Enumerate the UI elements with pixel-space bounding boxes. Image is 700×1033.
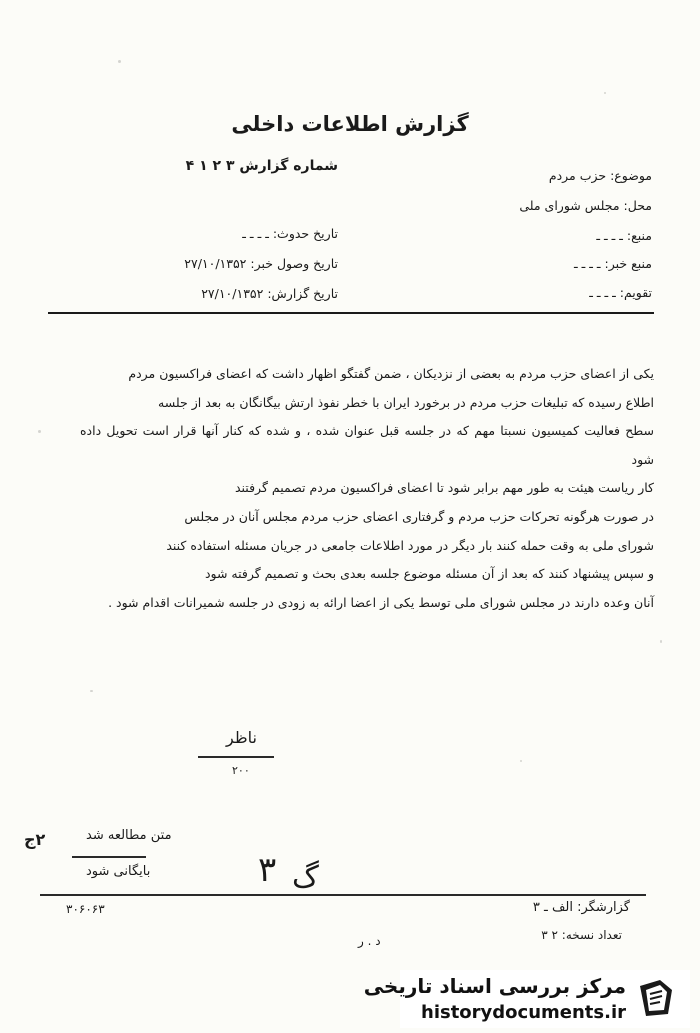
left-note-read: متن مطالعه شد (86, 828, 172, 843)
scan-speck (660, 640, 662, 643)
handwritten-number: ۳ (258, 850, 277, 890)
location-field: محل: مجلس شورای ملی (519, 198, 652, 213)
evaluation-field: تقویم: ـ ـ ـ ـ (589, 285, 652, 300)
scan-speck (520, 760, 522, 762)
bottom-mark: د . ر (358, 934, 381, 948)
reporter-field: گزارشگر: الف ـ ۳ (532, 900, 630, 915)
body-line: و سپس پیشنهاد کنند که بعد از آن مسئله موضوع جلسه بعدی بحث و تصمیم گرفته شود (204, 566, 654, 582)
report-body (80, 360, 654, 617)
source-number-field: منبع خبر: ـ ـ ـ ـ (573, 256, 652, 271)
margin-note: ۲ج (24, 830, 46, 849)
document-archive-icon (634, 976, 678, 1020)
body-line: در صورت هرگونه تحرکات حزب مردم و گرفتاری اعضای حزب مردم مجلس آنان در مجلس (184, 508, 654, 524)
left-note-archive: بایگانی شود (86, 864, 151, 879)
body-line: کار ریاست هیئت به طور مهم برابر شود تا اعضای فراکسیون مردم تصمیم گرفتند (234, 480, 654, 496)
subject-field: موضوع: حزب مردم (548, 168, 652, 183)
left-archive-number: ۳۰۶۰۶۳ (66, 902, 105, 916)
scan-speck (90, 690, 93, 692)
center-signature-number: ۲۰۰ (232, 764, 250, 777)
copies-field: تعداد نسخه: ۲ ۳ (541, 928, 622, 942)
signature-underline (198, 756, 274, 758)
scan-speck (604, 92, 606, 94)
body-line: آنان وعده دارند در مجلس شورای ملی توسط یکی از اعضا ارائه به زودی در جلسه شمیرانات اقدام شود . (108, 594, 654, 610)
source-field: منبع: ـ ـ ـ ـ (596, 228, 652, 243)
event-date-field: تاریخ حدوث: ـ ـ ـ ـ (242, 226, 338, 241)
footer-divider (40, 894, 646, 896)
watermark-title: مرکز بررسی اسناد تاریخی (363, 974, 626, 998)
center-signature: ناظر (226, 728, 257, 747)
report-reference: شماره گزارش ۳ ۲ ۱ ۴ (185, 158, 338, 174)
receive-date-field: تاریخ وصول خبر: ۲۷/۱۰/۱۳۵۲ (184, 256, 338, 271)
left-note-line (72, 856, 146, 858)
document-title: گزارش اطلاعات داخلی (231, 112, 469, 136)
handwritten-letter: گ (292, 860, 319, 895)
body-line: اطلاع رسیده که تبلیغات حزب مردم در برخورد ایران با خطر نفوذ ارتش بیگانگان به بعد از جلسه (158, 394, 654, 410)
body-line: شورای ملی به وقت حمله کنند بار دیگر در مورد اطلاعات جامعی در جریان مسئله استفاده کنند (166, 537, 654, 553)
report-date-field: تاریخ گزارش: ۲۷/۱۰/۱۳۵۲ (201, 286, 338, 301)
watermark-url: historydocuments.ir (421, 1002, 626, 1023)
body-line: سطح فعالیت کمیسیون نسبتا مهم که در جلسه قبل عنوان شده ، و شده که کنار آنها قرار است تحویل داده شود (80, 423, 654, 467)
scan-speck (118, 60, 121, 63)
header-divider (48, 312, 654, 314)
scan-speck (38, 430, 41, 433)
body-line: یکی از اعضای حزب مردم به بعضی از نزدیکان ، ضمن گفتگو اظهار داشت که اعضای فراکسیون مردم (128, 366, 654, 381)
site-watermark (363, 970, 690, 1028)
